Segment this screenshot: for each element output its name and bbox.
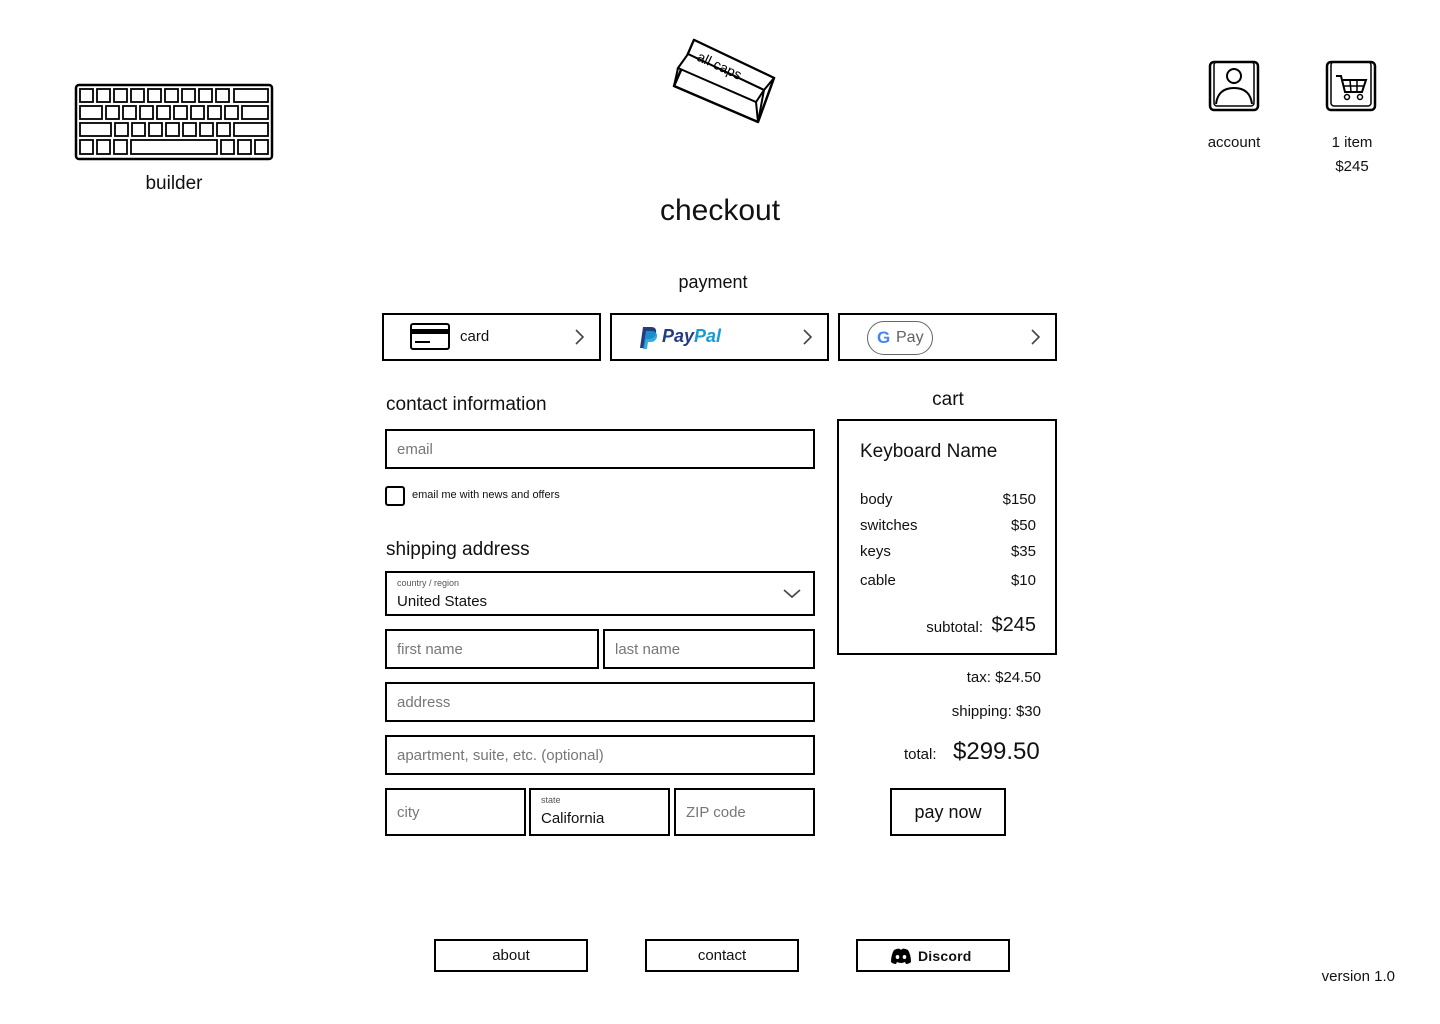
discord-label: Discord [918, 948, 972, 964]
about-button[interactable]: about [434, 939, 588, 972]
pay-with-paypal-button[interactable] [610, 313, 829, 361]
apartment-input[interactable] [387, 737, 813, 773]
newsletter-label: email me with news and offers [412, 489, 560, 501]
google-pay-logo-icon: G Pay [867, 321, 933, 355]
last-name-field[interactable] [603, 629, 815, 669]
state-select[interactable] [529, 788, 670, 836]
paypal-logo-icon [639, 326, 659, 350]
last-name-input[interactable] [605, 631, 813, 667]
total-value: $299.50 [953, 738, 1040, 765]
address-field[interactable] [385, 682, 815, 722]
account-link[interactable] [1190, 58, 1278, 158]
page-title: checkout [659, 194, 781, 227]
country-region-select[interactable] [385, 571, 815, 616]
first-name-input[interactable] [387, 631, 597, 667]
cart-link[interactable] [1310, 58, 1394, 178]
chevron-down-icon [783, 589, 801, 599]
cart-total: $245 [1335, 158, 1369, 175]
newsletter-checkbox[interactable] [385, 486, 405, 506]
keycap-logo-icon [664, 36, 782, 128]
state-caption: state [541, 795, 561, 805]
line-item-price: $50 [1010, 517, 1036, 534]
discord-icon [890, 948, 912, 965]
card-label: card [460, 328, 490, 345]
city-field[interactable] [385, 788, 526, 836]
credit-card-icon [410, 323, 450, 351]
line-item-name: body [860, 491, 893, 508]
line-item-price: $150 [1002, 491, 1036, 508]
builder-link[interactable] [74, 83, 274, 203]
cart-heading: cart [932, 389, 964, 410]
all-caps-logo[interactable] [664, 36, 782, 128]
logo-text: all caps [694, 48, 745, 83]
zip-code-field[interactable] [674, 788, 815, 836]
pay-with-card-button[interactable] [382, 313, 601, 361]
chevron-right-icon [573, 328, 587, 346]
pay-with-google-pay-button[interactable] [838, 313, 1057, 361]
line-item-name: keys [860, 543, 891, 560]
keyboard-icon [74, 83, 274, 161]
apartment-field[interactable] [385, 735, 815, 775]
line-item-name: cable [860, 572, 896, 589]
country-value: United States [397, 593, 488, 610]
shipping-address-heading: shipping address [386, 539, 530, 560]
address-input[interactable] [387, 684, 813, 720]
zip-code-input[interactable] [676, 790, 813, 834]
builder-label: builder [145, 173, 203, 194]
account-label: account [1207, 134, 1261, 151]
city-input[interactable] [387, 790, 524, 834]
version-label: version 1.0 [1321, 968, 1395, 985]
chevron-right-icon [801, 328, 815, 346]
subtotal-label: subtotal: [926, 619, 983, 636]
chevron-right-icon [1029, 328, 1043, 346]
first-name-field[interactable] [385, 629, 599, 669]
line-item-price: $10 [1010, 572, 1036, 589]
country-caption: country / region [397, 578, 460, 588]
shipping-amount: shipping: $30 [951, 703, 1041, 720]
contact-button[interactable]: contact [645, 939, 799, 972]
payment-heading: payment [678, 272, 748, 292]
line-item-name: switches [860, 517, 918, 534]
email-input[interactable] [387, 431, 813, 467]
subtotal-value: $245 [991, 614, 1036, 636]
discord-button[interactable] [856, 939, 1010, 972]
cart-summary [837, 419, 1057, 655]
contact-information-heading: contact information [386, 394, 547, 415]
pay-now-button[interactable]: pay now [890, 788, 1006, 836]
state-value: California [541, 810, 605, 827]
line-item-price: $35 [1010, 543, 1036, 560]
product-name: Keyboard Name [860, 441, 998, 462]
account-icon [1190, 58, 1278, 118]
paypal-label: PayPal [662, 326, 722, 346]
cart-item-count: 1 item [1331, 134, 1373, 151]
tax-amount: tax: $24.50 [966, 669, 1041, 686]
total-label: total: [904, 746, 937, 763]
email-field[interactable] [385, 429, 815, 469]
shopping-cart-icon [1310, 58, 1394, 118]
